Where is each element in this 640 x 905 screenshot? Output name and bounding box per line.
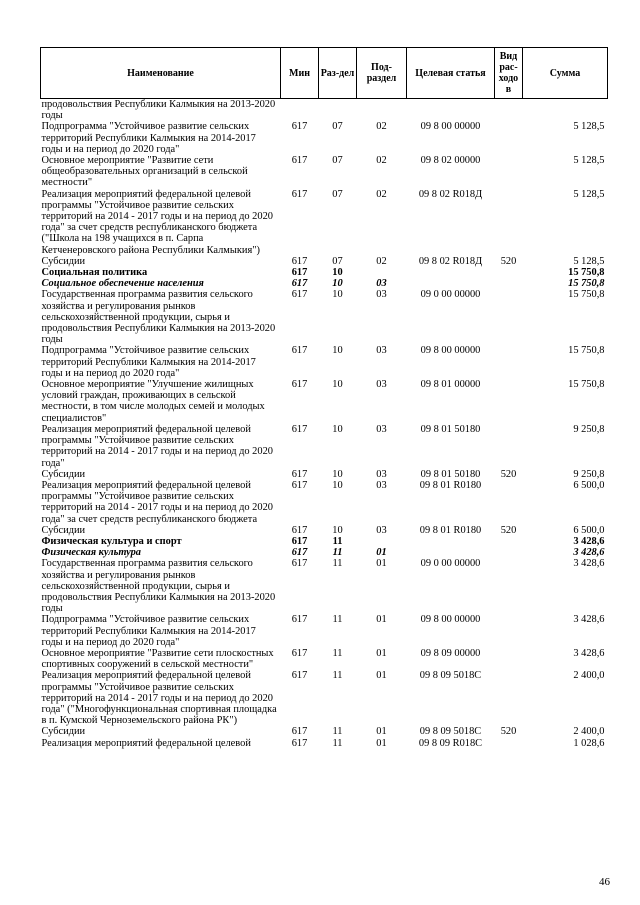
cell-statya: 09 8 00 00000: [420, 614, 481, 626]
cell-podrazdel: 01: [376, 726, 387, 738]
cell-podrazdel: 01: [376, 558, 387, 570]
cell-name: Социальное обеспечение населения: [41, 278, 204, 290]
cell-vid: [495, 379, 523, 424]
cell-vid: [495, 738, 523, 749]
table-row: [41, 267, 608, 278]
cell-min: 617: [291, 267, 308, 279]
cell-razdel: 10: [332, 468, 343, 480]
cell-statya: 09 8 01 R0180: [419, 524, 482, 536]
cell-min: 617: [291, 121, 308, 133]
cell-name: Подпрограмма "Устойчивое развитие сельских территорий Республики Калмыкия на 2014-2017 годы и на период до 2020 года": [41, 345, 256, 379]
cell-vid: 520: [500, 468, 517, 480]
header-summa: Сумма: [523, 48, 608, 99]
cell-summa: 3 428,6: [573, 647, 605, 659]
cell-min: 617: [291, 737, 308, 749]
cell-summa: [523, 99, 608, 122]
table-row: [41, 345, 608, 379]
cell-podrazdel: 01: [376, 647, 387, 659]
table-header-row: [41, 48, 608, 99]
cell-summa: 3 428,6: [573, 614, 605, 626]
cell-razdel: 10: [332, 267, 343, 279]
cell-statya: 09 8 01 R0180: [419, 479, 482, 491]
table-row: [41, 525, 608, 536]
table-row: [41, 558, 608, 614]
cell-razdel: 11: [332, 737, 343, 749]
cell-name: Субсидии: [41, 726, 86, 738]
table-row: [41, 379, 608, 424]
table-row: [41, 99, 608, 122]
cell-name: Реализация мероприятий федеральной целевой программы "Устойчивое развитие сельских территорий на 2014 - 2017 годы и на период до 2020 года" ("Многофункциональная спортивная площадка в п. Кумской Черноземельского района РК"): [41, 670, 277, 727]
cell-min: [281, 99, 319, 122]
cell-summa: 5 128,5: [573, 188, 605, 200]
cell-name: Основное мероприятие "Развитие сети плоскостных спортивных сооружений в сельской местности": [41, 647, 274, 671]
cell-razdel: 10: [332, 345, 343, 357]
cell-summa: 15 750,8: [568, 289, 605, 301]
cell-razdel: 10: [332, 423, 343, 435]
cell-podrazdel: 03: [376, 479, 387, 491]
cell-min: 617: [291, 535, 308, 547]
cell-statya: 09 8 09 5018С: [419, 670, 482, 682]
cell-summa: 3 428,6: [573, 535, 605, 547]
cell-statya: 09 8 02 R018Д: [418, 255, 483, 267]
cell-razdel: 07: [332, 121, 343, 133]
cell-summa: 15 750,8: [568, 278, 605, 290]
header-razdel: Раз-дел: [319, 48, 357, 99]
cell-min: 617: [291, 558, 308, 570]
table-row: [41, 256, 608, 267]
cell-razdel: 10: [332, 379, 343, 391]
cell-min: 617: [291, 423, 308, 435]
cell-summa: 15 750,8: [568, 379, 605, 391]
cell-statya: 09 8 01 50180: [420, 423, 481, 435]
cell-vid: [495, 480, 523, 525]
cell-vid: [495, 536, 523, 547]
cell-razdel: 11: [332, 614, 343, 626]
cell-vid: [495, 547, 523, 558]
cell-podrazdel: 03: [376, 278, 387, 290]
cell-statya: [407, 536, 495, 547]
cell-min: 617: [291, 524, 308, 536]
cell-podrazdel: 01: [376, 670, 387, 682]
cell-name: Физическая культура: [41, 547, 142, 559]
cell-podrazdel: [357, 99, 407, 122]
cell-razdel: 11: [332, 670, 343, 682]
table-row: [41, 289, 608, 345]
cell-min: 617: [291, 479, 308, 491]
cell-summa: 2 400,0: [573, 726, 605, 738]
cell-razdel: 11: [332, 726, 343, 738]
cell-statya: 09 8 00 00000: [420, 345, 481, 357]
table-row: [41, 278, 608, 289]
cell-podrazdel: 01: [376, 737, 387, 749]
cell-name: Субсидии: [41, 468, 86, 480]
cell-name: Основное мероприятие "Улучшение жилищных условий граждан, проживающих в сельской местности, в том числе молодых семей и молодых специалистов": [41, 379, 265, 424]
cell-vid: [495, 614, 523, 648]
table-row: [41, 189, 608, 256]
cell-podrazdel: 03: [376, 289, 387, 301]
cell-min: 617: [291, 155, 308, 167]
header-name: Наименование: [41, 48, 281, 99]
cell-podrazdel: 01: [376, 547, 387, 559]
cell-min: 617: [291, 379, 308, 391]
cell-podrazdel: [357, 536, 407, 547]
cell-podrazdel: 03: [376, 345, 387, 357]
cell-vid: 520: [500, 524, 517, 536]
cell-min: 617: [291, 289, 308, 301]
cell-min: 617: [291, 278, 308, 290]
table-row: [41, 670, 608, 726]
table-row: [41, 480, 608, 525]
cell-summa: 15 750,8: [568, 345, 605, 357]
cell-name: Реализация мероприятий федеральной целевой программы "Устойчивое развитие сельских территорий на 2014 - 2017 годы и на период до 2020 года": [41, 423, 273, 469]
cell-vid: [495, 289, 523, 345]
cell-min: 617: [291, 726, 308, 738]
cell-podrazdel: 01: [376, 614, 387, 626]
table-row: [41, 738, 608, 749]
cell-min: 617: [291, 614, 308, 626]
cell-name: Реализация мероприятий федеральной целевой программы "Устойчивое развитие сельских территорий на 2014 - 2017 годы и на период до 2020 года" за счет средств республиканского бюджета ("Школа на 198 учащихся в п. Сарпа Кетченеровского района Республики Калмыкия"): [41, 188, 273, 256]
cell-summa: 6 500,0: [573, 479, 605, 491]
cell-podrazdel: 03: [376, 379, 387, 391]
cell-vid: [495, 424, 523, 469]
cell-vid: 520: [500, 726, 517, 738]
cell-vid: [495, 558, 523, 614]
cell-name: Реализация мероприятий федеральной целевой программы "Устойчивое развитие сельских территорий на 2014 - 2017 годы и на период до 2020 года" за счет средств республиканского бюджета: [41, 479, 273, 525]
cell-razdel: 11: [332, 647, 343, 659]
cell-vid: [495, 278, 523, 289]
cell-name: Физическая культура и спорт: [41, 535, 182, 547]
cell-min: 617: [291, 647, 308, 659]
header-vid: Вид рас-ходо в: [495, 48, 523, 99]
cell-name: Субсидии: [41, 524, 86, 536]
cell-podrazdel: 02: [376, 155, 387, 167]
cell-statya: [407, 547, 495, 558]
cell-name: Подпрограмма "Устойчивое развитие сельских территорий Республики Калмыкия на 2014-2017 годы и на период до 2020 года": [41, 614, 256, 648]
cell-min: 617: [291, 468, 308, 480]
cell-statya: 09 8 09 R018С: [418, 737, 483, 749]
cell-name: продовольствия Республики Калмыкия на 2013-2020 годы: [41, 99, 276, 122]
cell-summa: 9 250,8: [573, 468, 605, 480]
cell-statya: 09 8 01 50180: [420, 468, 481, 480]
cell-summa: 3 428,6: [573, 547, 605, 559]
cell-min: 617: [291, 255, 308, 267]
cell-statya: 09 8 01 00000: [420, 379, 481, 391]
cell-vid: [495, 648, 523, 670]
cell-statya: 09 8 09 00000: [420, 647, 481, 659]
cell-name: Субсидии: [41, 255, 86, 267]
cell-podrazdel: 02: [376, 255, 387, 267]
budget-page: [40, 47, 607, 749]
cell-name: Государственная программа развития сельского хозяйства и регулирования рынков сельскохозяйственной продукции, сырья и продовольствия Республики Калмыкия на 2013-2020 годы: [41, 289, 276, 346]
cell-razdel: 11: [332, 547, 343, 559]
cell-name: Государственная программа развития сельского хозяйства и регулирования рынков сельскохозяйственной продукции, сырья и продовольствия Республики Калмыкия на 2013-2020 годы: [41, 558, 276, 615]
cell-razdel: 11: [332, 535, 343, 547]
cell-min: 617: [291, 188, 308, 200]
cell-razdel: 10: [332, 479, 343, 491]
table-row: [41, 424, 608, 469]
cell-razdel: [319, 99, 357, 122]
cell-podrazdel: 03: [376, 423, 387, 435]
cell-summa: 2 400,0: [573, 670, 605, 682]
cell-name: Основное мероприятие "Развитие сети общеобразовательных организаций в сельской местности": [41, 155, 248, 189]
header-statya: Целевая статья: [407, 48, 495, 99]
table-body: [41, 99, 608, 749]
cell-min: 617: [291, 670, 308, 682]
cell-summa: 9 250,8: [573, 423, 605, 435]
table-row: [41, 155, 608, 189]
table-row: [41, 547, 608, 558]
cell-min: 617: [291, 345, 308, 357]
header-podrazdel: Под-раздел: [357, 48, 407, 99]
cell-statya: 09 8 09 5018С: [419, 726, 482, 738]
cell-statya: 09 8 00 00000: [420, 121, 481, 133]
cell-vid: [495, 121, 523, 155]
cell-statya: 09 8 02 00000: [420, 155, 481, 167]
cell-vid: [495, 189, 523, 256]
cell-razdel: 10: [332, 524, 343, 536]
cell-razdel: 10: [332, 278, 343, 290]
cell-summa: 1 028,6: [573, 737, 605, 749]
table-row: [41, 726, 608, 737]
cell-statya: 09 0 00 00000: [420, 558, 481, 570]
cell-statya: [407, 278, 495, 289]
cell-vid: [495, 99, 523, 122]
cell-podrazdel: 03: [376, 524, 387, 536]
cell-vid: [495, 267, 523, 278]
cell-vid: [495, 155, 523, 189]
cell-statya: 09 0 00 00000: [420, 289, 481, 301]
cell-razdel: 11: [332, 558, 343, 570]
table-row: [41, 648, 608, 670]
table-row: [41, 469, 608, 480]
cell-summa: 3 428,6: [573, 558, 605, 570]
table-row: [41, 121, 608, 155]
cell-razdel: 07: [332, 155, 343, 167]
cell-summa: 5 128,5: [573, 155, 605, 167]
cell-statya: [407, 267, 495, 278]
cell-razdel: 07: [332, 255, 343, 267]
cell-vid: 520: [500, 255, 517, 267]
cell-name: Социальная политика: [41, 267, 148, 279]
cell-name: Подпрограмма "Устойчивое развитие сельских территорий Республики Калмыкия на 2014-2017 годы и на период до 2020 года": [41, 121, 256, 155]
cell-razdel: 10: [332, 289, 343, 301]
cell-podrazdel: 02: [376, 188, 387, 200]
table-row: [41, 614, 608, 648]
cell-statya: [407, 99, 495, 122]
cell-min: 617: [291, 547, 308, 559]
budget-table: [40, 47, 608, 749]
cell-podrazdel: 02: [376, 121, 387, 133]
table-row: [41, 536, 608, 547]
cell-podrazdel: [357, 267, 407, 278]
page-number: 46: [599, 876, 610, 888]
cell-statya: 09 8 02 R018Д: [418, 188, 483, 200]
cell-vid: [495, 670, 523, 726]
header-min: Мин: [281, 48, 319, 99]
cell-razdel: 07: [332, 188, 343, 200]
cell-summa: 5 128,5: [573, 255, 605, 267]
cell-summa: 5 128,5: [573, 121, 605, 133]
cell-vid: [495, 345, 523, 379]
cell-summa: 15 750,8: [568, 267, 605, 279]
cell-name: Реализация мероприятий федеральной целевой: [41, 737, 251, 749]
cell-podrazdel: 03: [376, 468, 387, 480]
cell-summa: 6 500,0: [573, 524, 605, 536]
